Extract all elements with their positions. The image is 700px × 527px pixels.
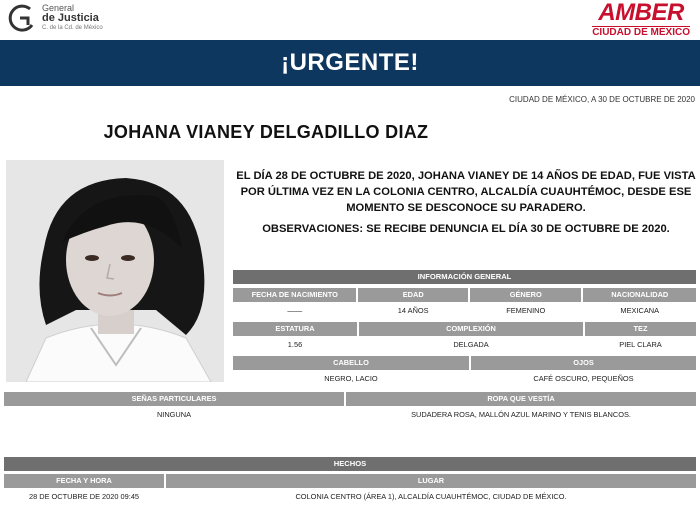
value-height: 1.56 [233, 338, 357, 352]
value-clothing: SUDADERA ROSA, MALLÓN AZUL MARINO Y TENIS BLANCOS. [346, 408, 696, 422]
org-line2: de Justicia [42, 12, 99, 25]
label-datetime: FECHA Y HORA [4, 474, 164, 488]
value-marks: NINGUNA [4, 408, 344, 422]
value-eyes: CAFÉ OSCURO, PEQUEÑOS [471, 372, 696, 386]
info-row-2-labels [233, 322, 696, 336]
org-line3: C. de la Cd. de México [42, 24, 103, 31]
label-marks: SEÑAS PARTICULARES [4, 392, 344, 406]
cdmx-logo-icon [6, 3, 36, 35]
missing-person-photo [6, 160, 224, 382]
description-text: EL DÍA 28 DE OCTUBRE DE 2020, JOHANA VIANEY DE 14 AÑOS DE EDAD, FUE VISTA POR ÚLTIMA VEZ EN LA COLONIA CENTRO, ALCALDÍA CUAUHTÉMOC, DESDE ESE MOMENTO SE DESCONOCE SU PARADERO. [236, 170, 696, 214]
info-row-2-values [233, 338, 696, 352]
value-build: DELGADA [359, 338, 583, 352]
value-skin: PIEL CLARA [585, 338, 696, 352]
label-age: EDAD [358, 288, 468, 302]
info-section-title: INFORMACIÓN GENERAL [233, 270, 696, 284]
person-name: JOHANA VIANEY DELGADILLO DIAZ [103, 122, 429, 142]
amber-logo [592, 0, 690, 38]
value-place: COLONIA CENTRO (ÁREA 1), ALCALDÍA CUAUHTÉMOC, CIUDAD DE MÉXICO. [166, 490, 696, 504]
org-logo-text [42, 4, 103, 31]
facts-section-title: HECHOS [4, 457, 696, 471]
label-place: LUGAR [166, 474, 696, 488]
place-date: CIUDAD DE MÉXICO, A 30 DE OCTUBRE DE 2020 [509, 95, 695, 104]
amber-brand-name: AMBER [598, 0, 684, 26]
observations-text: OBSERVACIONES: SE RECIBE DENUNCIA EL DÍA 30 DE OCTUBRE DE 2020. [262, 223, 670, 235]
label-eyes: OJOS [471, 356, 696, 370]
label-clothing: ROPA QUE VESTÍA [346, 392, 696, 406]
banner-title: ¡URGENTE! [281, 49, 419, 76]
facts-values [4, 490, 696, 504]
label-gender: GÉNERO [470, 288, 582, 302]
org-line1: General [42, 3, 75, 13]
info-row-4-labels [4, 392, 696, 406]
label-hair: CABELLO [233, 356, 469, 370]
info-row-1-values [233, 304, 696, 318]
facts-labels [4, 474, 696, 488]
label-height: ESTATURA [233, 322, 357, 336]
label-build: COMPLEXIÓN [359, 322, 583, 336]
value-birth-date: —— [233, 304, 356, 318]
value-datetime: 28 DE OCTUBRE DE 2020 09:45 [4, 490, 164, 504]
label-birth-date: FECHA DE NACIMIENTO [233, 288, 356, 302]
info-row-4-values [4, 408, 696, 422]
value-nationality: MEXICANA [583, 304, 696, 318]
portrait-image [6, 160, 224, 382]
header [0, 0, 700, 40]
label-skin: TEZ [585, 322, 696, 336]
info-row-1-labels [233, 288, 696, 302]
info-row-3-values [233, 372, 696, 386]
info-row-3-labels [233, 356, 696, 370]
urgent-banner [0, 40, 700, 86]
value-age: 14 AÑOS [358, 304, 468, 318]
value-hair: NEGRO, LACIO [233, 372, 469, 386]
value-gender: FEMENINO [470, 304, 582, 318]
amber-brand-sub: CIUDAD DE MÉXICO [592, 27, 690, 38]
label-nationality: NACIONALIDAD [583, 288, 696, 302]
